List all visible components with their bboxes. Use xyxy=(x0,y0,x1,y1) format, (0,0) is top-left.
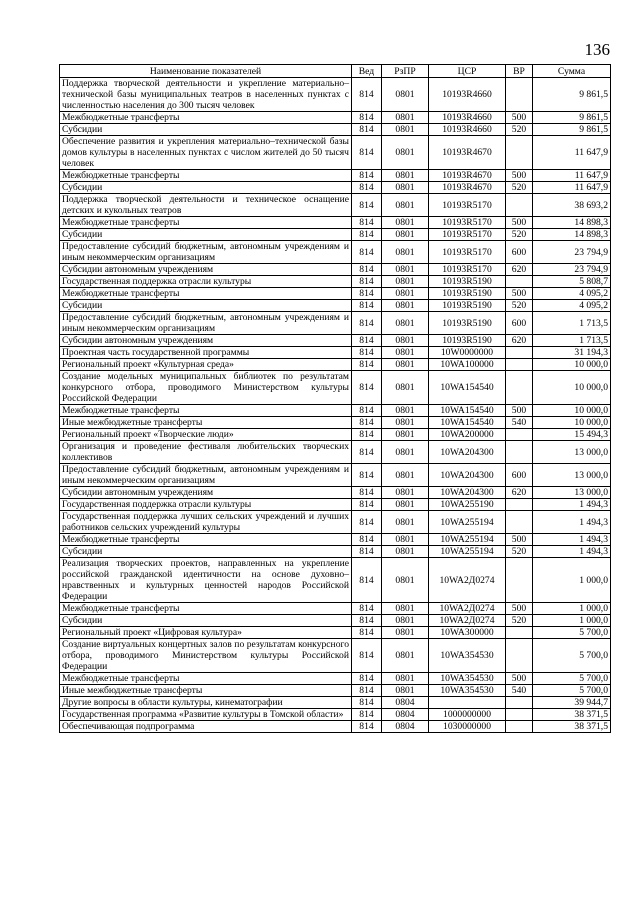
cell-ved: 814 xyxy=(352,639,382,673)
cell-sum: 11 647,9 xyxy=(533,170,611,182)
cell-sum: 1 000,0 xyxy=(533,615,611,627)
cell-sum: 14 898,3 xyxy=(533,229,611,241)
cell-vr xyxy=(506,627,533,639)
cell-csr: 10193R5170 xyxy=(429,229,506,241)
cell-name: Реализация творческих проектов, направленных на укрепление российской гражданской идентичности на основе духовно–нравственных и культурных ценностей народов Российской Федерации xyxy=(60,558,352,603)
cell-ved: 814 xyxy=(352,405,382,417)
cell-sum: 10 000,0 xyxy=(533,371,611,405)
cell-sum: 31 194,3 xyxy=(533,347,611,359)
cell-vr: 620 xyxy=(506,335,533,347)
cell-sum: 1 494,3 xyxy=(533,534,611,546)
cell-vr xyxy=(506,194,533,217)
cell-csr: 10193R4660 xyxy=(429,124,506,136)
cell-csr: 10WA255194 xyxy=(429,534,506,546)
cell-ved: 814 xyxy=(352,615,382,627)
cell-rzpr: 0801 xyxy=(382,170,429,182)
cell-vr xyxy=(506,441,533,464)
cell-name: Предоставление субсидий бюджетным, автономным учреждениям и иным некоммерческим организациям xyxy=(60,312,352,335)
table-row xyxy=(60,182,611,194)
cell-vr xyxy=(506,697,533,709)
table-row xyxy=(60,615,611,627)
cell-ved: 814 xyxy=(352,229,382,241)
cell-sum: 1 000,0 xyxy=(533,603,611,615)
cell-rzpr: 0801 xyxy=(382,511,429,534)
cell-name: Иные межбюджетные трансферты xyxy=(60,685,352,697)
cell-vr: 520 xyxy=(506,615,533,627)
cell-ved: 814 xyxy=(352,276,382,288)
cell-name: Проектная часть государственной программы xyxy=(60,347,352,359)
cell-csr: 10WA154540 xyxy=(429,417,506,429)
cell-csr: 10W0000000 xyxy=(429,347,506,359)
cell-sum: 1 713,5 xyxy=(533,312,611,335)
cell-name: Региональный проект «Творческие люди» xyxy=(60,429,352,441)
cell-rzpr: 0801 xyxy=(382,276,429,288)
cell-rzpr: 0801 xyxy=(382,417,429,429)
cell-rzpr: 0801 xyxy=(382,639,429,673)
cell-name: Субсидии xyxy=(60,546,352,558)
table-row xyxy=(60,264,611,276)
cell-name: Предоставление субсидий бюджетным, автономным учреждениям и иным некоммерческим организациям xyxy=(60,241,352,264)
cell-name: Поддержка творческой деятельности и техническое оснащение детских и кукольных театров xyxy=(60,194,352,217)
cell-sum: 9 861,5 xyxy=(533,124,611,136)
cell-name: Региональный проект «Цифровая культура» xyxy=(60,627,352,639)
cell-rzpr: 0801 xyxy=(382,312,429,335)
cell-rzpr: 0804 xyxy=(382,721,429,733)
cell-vr xyxy=(506,347,533,359)
cell-ved: 814 xyxy=(352,487,382,499)
cell-vr: 500 xyxy=(506,405,533,417)
cell-ved: 814 xyxy=(352,371,382,405)
cell-rzpr: 0804 xyxy=(382,697,429,709)
cell-sum: 1 000,0 xyxy=(533,558,611,603)
cell-ved: 814 xyxy=(352,673,382,685)
cell-name: Межбюджетные трансферты xyxy=(60,170,352,182)
cell-rzpr: 0801 xyxy=(382,136,429,170)
cell-rzpr: 0801 xyxy=(382,673,429,685)
cell-ved: 814 xyxy=(352,558,382,603)
table-row xyxy=(60,603,611,615)
cell-ved: 814 xyxy=(352,124,382,136)
header-rzpr: РзПР xyxy=(382,65,429,78)
cell-name: Другие вопросы в области культуры, кинематографии xyxy=(60,697,352,709)
cell-sum: 11 647,9 xyxy=(533,182,611,194)
cell-rzpr: 0804 xyxy=(382,709,429,721)
cell-csr: 10WA354530 xyxy=(429,673,506,685)
cell-csr: 10WA200000 xyxy=(429,429,506,441)
cell-ved: 814 xyxy=(352,112,382,124)
table-row xyxy=(60,78,611,112)
table-row xyxy=(60,136,611,170)
table-row xyxy=(60,170,611,182)
cell-ved: 814 xyxy=(352,627,382,639)
cell-rzpr: 0801 xyxy=(382,182,429,194)
cell-sum: 11 647,9 xyxy=(533,136,611,170)
cell-name: Межбюджетные трансферты xyxy=(60,112,352,124)
cell-sum: 23 794,9 xyxy=(533,264,611,276)
table-row xyxy=(60,627,611,639)
cell-ved: 814 xyxy=(352,359,382,371)
cell-ved: 814 xyxy=(352,499,382,511)
cell-csr: 10WA204300 xyxy=(429,441,506,464)
cell-vr: 500 xyxy=(506,288,533,300)
cell-sum: 38 371,5 xyxy=(533,721,611,733)
cell-ved: 814 xyxy=(352,78,382,112)
cell-rzpr: 0801 xyxy=(382,264,429,276)
header-csr: ЦСР xyxy=(429,65,506,78)
cell-sum: 23 794,9 xyxy=(533,241,611,264)
table-row xyxy=(60,464,611,487)
cell-name: Субсидии xyxy=(60,229,352,241)
cell-rzpr: 0801 xyxy=(382,627,429,639)
cell-csr: 10193R5170 xyxy=(429,241,506,264)
table-row xyxy=(60,359,611,371)
cell-vr: 500 xyxy=(506,170,533,182)
cell-rzpr: 0801 xyxy=(382,371,429,405)
cell-csr: 10193R5190 xyxy=(429,312,506,335)
cell-ved: 814 xyxy=(352,194,382,217)
table-row xyxy=(60,673,611,685)
cell-csr: 10193R5190 xyxy=(429,300,506,312)
cell-vr: 520 xyxy=(506,546,533,558)
cell-rzpr: 0801 xyxy=(382,335,429,347)
cell-csr: 10193R5170 xyxy=(429,194,506,217)
cell-rzpr: 0801 xyxy=(382,288,429,300)
cell-name: Межбюджетные трансферты xyxy=(60,603,352,615)
cell-name: Межбюджетные трансферты xyxy=(60,288,352,300)
cell-sum: 5 700,0 xyxy=(533,673,611,685)
cell-csr: 10193R4670 xyxy=(429,182,506,194)
cell-vr: 620 xyxy=(506,264,533,276)
cell-name: Субсидии автономным учреждениям xyxy=(60,335,352,347)
header-ved: Вед xyxy=(352,65,382,78)
cell-rzpr: 0801 xyxy=(382,464,429,487)
cell-name: Организация и проведение фестиваля любительских творческих коллективов xyxy=(60,441,352,464)
cell-name: Субсидии xyxy=(60,615,352,627)
cell-vr xyxy=(506,639,533,673)
cell-name: Поддержка творческой деятельности и укрепление материально–технической базы муниципальных театров в населенных пунктах с численностью населения до 300 тысяч человек xyxy=(60,78,352,112)
cell-vr xyxy=(506,78,533,112)
cell-csr: 10WA354530 xyxy=(429,685,506,697)
cell-vr: 500 xyxy=(506,673,533,685)
table-row xyxy=(60,546,611,558)
cell-sum: 5 700,0 xyxy=(533,639,611,673)
cell-ved: 814 xyxy=(352,511,382,534)
cell-csr xyxy=(429,697,506,709)
cell-name: Создание виртуальных концертных залов по результатам конкурсного отбора, проводимого Министерством культуры Российской Федерации xyxy=(60,639,352,673)
cell-name: Межбюджетные трансферты xyxy=(60,534,352,546)
cell-vr xyxy=(506,359,533,371)
cell-vr xyxy=(506,371,533,405)
cell-ved: 814 xyxy=(352,429,382,441)
cell-sum: 38 371,5 xyxy=(533,709,611,721)
cell-csr: 10WA154540 xyxy=(429,405,506,417)
table-row xyxy=(60,312,611,335)
cell-csr: 10193R5190 xyxy=(429,335,506,347)
cell-vr xyxy=(506,429,533,441)
table-header-row xyxy=(60,65,611,78)
cell-ved: 814 xyxy=(352,217,382,229)
table-row xyxy=(60,288,611,300)
cell-vr: 500 xyxy=(506,534,533,546)
cell-csr: 1030000000 xyxy=(429,721,506,733)
cell-rzpr: 0801 xyxy=(382,603,429,615)
cell-ved: 814 xyxy=(352,546,382,558)
cell-rzpr: 0801 xyxy=(382,429,429,441)
cell-rzpr: 0801 xyxy=(382,359,429,371)
cell-sum: 10 000,0 xyxy=(533,417,611,429)
cell-ved: 814 xyxy=(352,441,382,464)
cell-name: Субсидии автономным учреждениям xyxy=(60,264,352,276)
table-row xyxy=(60,558,611,603)
cell-ved: 814 xyxy=(352,685,382,697)
cell-vr: 500 xyxy=(506,217,533,229)
table-row xyxy=(60,335,611,347)
table-row xyxy=(60,534,611,546)
cell-ved: 814 xyxy=(352,697,382,709)
cell-rzpr: 0801 xyxy=(382,558,429,603)
cell-csr: 10WA154540 xyxy=(429,371,506,405)
cell-name: Создание модельных муниципальных библиотек по результатам конкурсного отбора, проводимого Министерством культуры Российской Федерации xyxy=(60,371,352,405)
cell-sum: 5 700,0 xyxy=(533,685,611,697)
cell-sum: 1 494,3 xyxy=(533,511,611,534)
table-row xyxy=(60,499,611,511)
cell-csr: 10193R5170 xyxy=(429,217,506,229)
cell-csr: 10WA2Д0274 xyxy=(429,603,506,615)
cell-vr xyxy=(506,511,533,534)
cell-csr: 10WA255194 xyxy=(429,511,506,534)
cell-sum: 13 000,0 xyxy=(533,441,611,464)
cell-sum: 1 494,3 xyxy=(533,499,611,511)
cell-rzpr: 0801 xyxy=(382,347,429,359)
cell-name: Государственная поддержка отрасли культуры xyxy=(60,499,352,511)
cell-name: Субсидии автономным учреждениям xyxy=(60,487,352,499)
cell-name: Обеспечивающая подпрограмма xyxy=(60,721,352,733)
cell-rzpr: 0801 xyxy=(382,685,429,697)
cell-rzpr: 0801 xyxy=(382,441,429,464)
table-row xyxy=(60,371,611,405)
table-row xyxy=(60,276,611,288)
cell-name: Субсидии xyxy=(60,300,352,312)
cell-csr: 10193R4670 xyxy=(429,170,506,182)
cell-name: Межбюджетные трансферты xyxy=(60,673,352,685)
cell-ved: 814 xyxy=(352,264,382,276)
cell-csr: 10WA2Д0274 xyxy=(429,615,506,627)
cell-rzpr: 0801 xyxy=(382,112,429,124)
cell-vr: 520 xyxy=(506,300,533,312)
table-row xyxy=(60,405,611,417)
cell-vr xyxy=(506,558,533,603)
table-row xyxy=(60,217,611,229)
cell-sum: 38 693,2 xyxy=(533,194,611,217)
cell-sum: 13 000,0 xyxy=(533,487,611,499)
cell-vr: 620 xyxy=(506,487,533,499)
cell-sum: 39 944,7 xyxy=(533,697,611,709)
table-row xyxy=(60,229,611,241)
cell-ved: 814 xyxy=(352,300,382,312)
cell-csr: 10193R5190 xyxy=(429,288,506,300)
cell-vr: 600 xyxy=(506,241,533,264)
cell-ved: 814 xyxy=(352,347,382,359)
cell-vr: 520 xyxy=(506,229,533,241)
cell-vr: 500 xyxy=(506,112,533,124)
page-number: 136 xyxy=(584,40,610,59)
cell-rzpr: 0801 xyxy=(382,78,429,112)
cell-name: Субсидии xyxy=(60,124,352,136)
cell-rzpr: 0801 xyxy=(382,217,429,229)
header-vr: ВР xyxy=(506,65,533,78)
cell-sum: 4 095,2 xyxy=(533,300,611,312)
cell-name: Межбюджетные трансферты xyxy=(60,217,352,229)
cell-csr: 10WA255190 xyxy=(429,499,506,511)
cell-csr: 1000000000 xyxy=(429,709,506,721)
cell-sum: 9 861,5 xyxy=(533,78,611,112)
table-row xyxy=(60,441,611,464)
cell-csr: 10193R5170 xyxy=(429,264,506,276)
table-row xyxy=(60,697,611,709)
cell-sum: 9 861,5 xyxy=(533,112,611,124)
cell-rzpr: 0801 xyxy=(382,124,429,136)
table-row xyxy=(60,639,611,673)
table-row xyxy=(60,241,611,264)
cell-name: Обеспечение развития и укрепления материально–технической базы домов культуры в населенных пунктах с числом жителей до 50 тысяч человек xyxy=(60,136,352,170)
table-row xyxy=(60,429,611,441)
cell-rzpr: 0801 xyxy=(382,194,429,217)
cell-rzpr: 0801 xyxy=(382,615,429,627)
cell-ved: 814 xyxy=(352,136,382,170)
cell-vr xyxy=(506,136,533,170)
cell-csr: 10WA100000 xyxy=(429,359,506,371)
header-name: Наименование показателей xyxy=(60,65,352,78)
cell-ved: 814 xyxy=(352,335,382,347)
cell-sum: 4 095,2 xyxy=(533,288,611,300)
cell-rzpr: 0801 xyxy=(382,487,429,499)
cell-vr: 520 xyxy=(506,124,533,136)
cell-vr: 520 xyxy=(506,182,533,194)
table-row xyxy=(60,721,611,733)
cell-name: Субсидии xyxy=(60,182,352,194)
cell-ved: 814 xyxy=(352,603,382,615)
table-row xyxy=(60,685,611,697)
cell-name: Региональный проект «Культурная среда» xyxy=(60,359,352,371)
table-row xyxy=(60,487,611,499)
cell-name: Государственная программа «Развитие культуры в Томской области» xyxy=(60,709,352,721)
cell-sum: 5 808,7 xyxy=(533,276,611,288)
cell-sum: 10 000,0 xyxy=(533,405,611,417)
cell-ved: 814 xyxy=(352,534,382,546)
cell-vr: 600 xyxy=(506,464,533,487)
table-row xyxy=(60,124,611,136)
cell-ved: 814 xyxy=(352,170,382,182)
cell-vr xyxy=(506,499,533,511)
cell-sum: 10 000,0 xyxy=(533,359,611,371)
cell-vr: 600 xyxy=(506,312,533,335)
cell-sum: 5 700,0 xyxy=(533,627,611,639)
cell-sum: 1 713,5 xyxy=(533,335,611,347)
cell-ved: 814 xyxy=(352,721,382,733)
cell-csr: 10WA300000 xyxy=(429,627,506,639)
cell-csr: 10WA204300 xyxy=(429,487,506,499)
cell-ved: 814 xyxy=(352,182,382,194)
cell-ved: 814 xyxy=(352,417,382,429)
cell-rzpr: 0801 xyxy=(382,405,429,417)
cell-vr: 500 xyxy=(506,603,533,615)
table-row xyxy=(60,112,611,124)
cell-ved: 814 xyxy=(352,288,382,300)
cell-vr: 540 xyxy=(506,685,533,697)
cell-csr: 10193R4660 xyxy=(429,78,506,112)
cell-ved: 814 xyxy=(352,241,382,264)
cell-csr: 10193R4670 xyxy=(429,136,506,170)
cell-rzpr: 0801 xyxy=(382,499,429,511)
cell-name: Иные межбюджетные трансферты xyxy=(60,417,352,429)
cell-rzpr: 0801 xyxy=(382,546,429,558)
table-row xyxy=(60,194,611,217)
cell-vr xyxy=(506,276,533,288)
cell-csr: 10193R5190 xyxy=(429,276,506,288)
cell-csr: 10WA2Д0274 xyxy=(429,558,506,603)
budget-table xyxy=(59,64,611,733)
cell-vr xyxy=(506,709,533,721)
cell-csr: 10WA255194 xyxy=(429,546,506,558)
cell-sum: 14 898,3 xyxy=(533,217,611,229)
cell-ved: 814 xyxy=(352,312,382,335)
cell-sum: 15 494,3 xyxy=(533,429,611,441)
cell-rzpr: 0801 xyxy=(382,229,429,241)
cell-rzpr: 0801 xyxy=(382,241,429,264)
cell-csr: 10193R4660 xyxy=(429,112,506,124)
cell-name: Государственная поддержка отрасли культуры xyxy=(60,276,352,288)
cell-rzpr: 0801 xyxy=(382,534,429,546)
cell-rzpr: 0801 xyxy=(382,300,429,312)
header-sum: Сумма xyxy=(533,65,611,78)
cell-csr: 10WA204300 xyxy=(429,464,506,487)
cell-csr: 10WA354530 xyxy=(429,639,506,673)
cell-sum: 1 494,3 xyxy=(533,546,611,558)
cell-ved: 814 xyxy=(352,709,382,721)
cell-name: Межбюджетные трансферты xyxy=(60,405,352,417)
table-row xyxy=(60,300,611,312)
table-row xyxy=(60,347,611,359)
cell-name: Предоставление субсидий бюджетным, автономным учреждениям и иным некоммерческим организациям xyxy=(60,464,352,487)
cell-sum: 13 000,0 xyxy=(533,464,611,487)
cell-vr xyxy=(506,721,533,733)
cell-vr: 540 xyxy=(506,417,533,429)
cell-ved: 814 xyxy=(352,464,382,487)
table-row xyxy=(60,511,611,534)
table-row xyxy=(60,417,611,429)
table-row xyxy=(60,709,611,721)
cell-name: Государственная поддержка лучших сельских учреждений и лучших работников сельских учреждений культуры xyxy=(60,511,352,534)
